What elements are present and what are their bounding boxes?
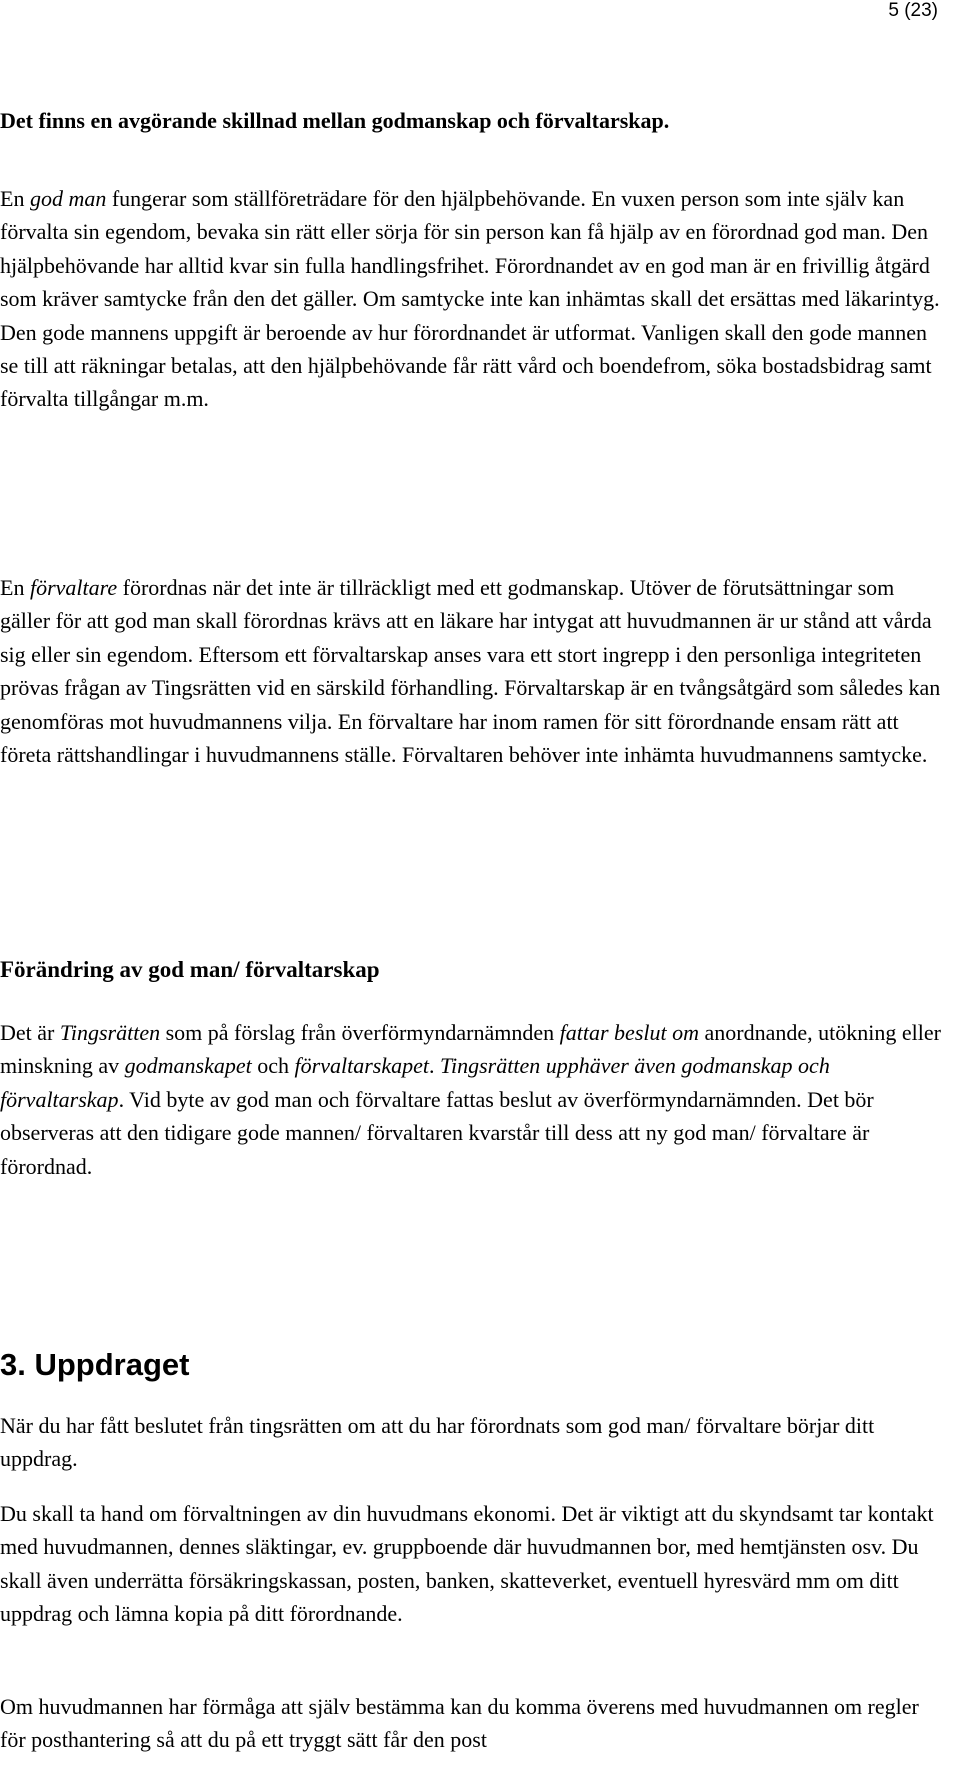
forvaltare-paragraph bbox=[0, 571, 945, 771]
italic-segment: förvaltarskapet bbox=[294, 1053, 429, 1079]
text-segment: . bbox=[428, 1053, 440, 1079]
forandring-paragraph bbox=[0, 1016, 945, 1183]
italic-term-god-man: god man bbox=[29, 186, 107, 211]
text-segment: En bbox=[0, 575, 30, 600]
page-number: 5 (23) bbox=[888, 0, 938, 21]
text-segment: anordnande, utökning eller minskning av bbox=[0, 1020, 941, 1079]
text-segment: och bbox=[251, 1053, 295, 1079]
text-segment: Det är bbox=[0, 1020, 60, 1045]
text-segment: fungerar som ställföreträdare för den hjälpbehövande. En vuxen person som inte själv kan förvalta sin egendom, bevaka sin rätt eller sörja för sin person kan få hjälp av en förordnad god man. Den hjälpbehövande har alltid kvar sin fulla handlingsfrihet. Förordnandet av en god man är en frivillig åtgärd som kräver samtycke från den det gäller. Om samtycke inte kan inhämtas skall det ersättas med läkarintyg. Den gode mannens uppgift är beroende av hur förordnandet är utformat. Vanligen skall den gode mannen se till att räkningar betalas, att den hjälpbehövande får rätt vård och boendefrom, söka bostadsbidrag samt förvalta tillgångar m.m. bbox=[0, 186, 940, 412]
uppdrag-paragraph-1: När du har fått beslutet från tingsrätten om att du har förordnats som god man/ förvaltare börjar ditt uppdrag. bbox=[0, 1413, 875, 1472]
section-heading-uppdraget: 3. Uppdraget bbox=[0, 1347, 190, 1382]
uppdrag-paragraph-3: Om huvudmannen har förmåga att själv bestämma kan du komma överens med huvudmannen om regler för posthantering så att du på ett tryggt sätt får den post bbox=[0, 1694, 919, 1753]
intro-statement: Det finns en avgörande skillnad mellan godmanskap och förvaltarskap. bbox=[0, 108, 670, 133]
uppdrag-paragraph-2: Du skall ta hand om förvaltningen av din huvudmans ekonomi. Det är viktigt att du skyndsamt tar kontakt med huvudmannen, dennes släktingar, ev. gruppboende där huvudmannen bor, med hemtjänsten osv. Du skall även underrätta försäkringskassan, posten, banken, skatteverket, eventuell hyresvärd mm om ditt uppdrag och lämna kopia på ditt förordnande. bbox=[0, 1501, 934, 1627]
italic-segment: fattar beslut om bbox=[559, 1020, 699, 1045]
italic-segment: Tingsrätten upphäver även godmanskap och förvaltarskap bbox=[0, 1053, 830, 1112]
italic-segment: Tingsrätten bbox=[59, 1020, 161, 1045]
italic-segment: godmanskapet bbox=[124, 1053, 252, 1079]
text-segment: förordnas när det inte är tillräckligt med ett godmanskap. Utöver de förutsättningar som gäller för att god man skall förordnas krävs att en läkare har intygat att huvudmannen är ur stånd att vårda sig eller sin egendom. Eftersom ett förvaltarskap anses vara ett stort ingrepp i den personliga integriteten prövas frågan av Tingsrätten vid en särskild förhandling. Förvaltarskap är en tvångsåtgärd som således kan genomföras mot huvudmannens vilja. En förvaltare har inom ramen för sitt förordnande ensam rätt att företa rättshandlingar i huvudmannens ställe. Förvaltaren behöver inte inhämta huvudmannens samtycke. bbox=[0, 575, 941, 768]
section-heading-forandring: Förändring av god man/ förvaltarskap bbox=[0, 957, 380, 982]
text-segment: som på förslag från överförmyndarnämnden bbox=[160, 1020, 560, 1045]
italic-term-forvaltare: förvaltare bbox=[29, 575, 118, 600]
text-segment: . Vid byte av god man och förvaltare fattas beslut av överförmyndarnämnden. Det bör observeras att den tidigare gode mannen/ förvaltaren kvarstår till dess att ny god man/ förvaltare är förordnad. bbox=[0, 1086, 874, 1179]
god-man-paragraph bbox=[0, 182, 945, 416]
text-segment: En bbox=[0, 186, 30, 211]
